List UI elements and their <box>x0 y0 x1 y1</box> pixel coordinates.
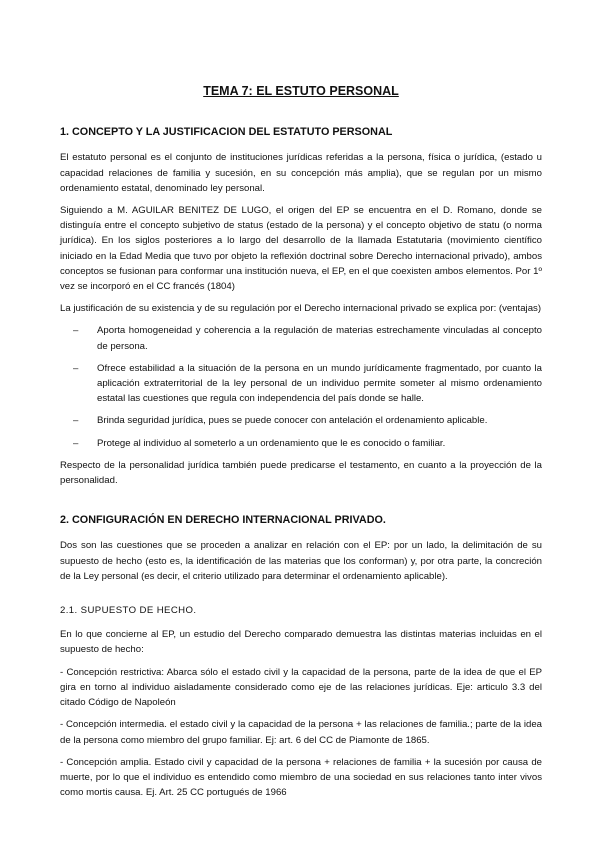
section-1-paragraph-4: Respecto de la personalidad jurídica también puede predicarse el testamento, en cuanto a la proyección de la personalidad. <box>60 459 542 487</box>
dash-bullet: – <box>73 325 79 337</box>
section-2-paragraph-4: - Concepción intermedia. el estado civil y la capacidad de la persona + las relaciones de familia.; parte de la idea de la persona como miembro del grupo familiar. Ej: art. 6 del CC de Piamonte de 1865. <box>60 719 542 746</box>
section-1-paragraph-1: El estatuto personal es el conjunto de instituciones jurídicas referidas a la persona, física o jurídica, (estado u capacidad relaciones de familia y sucesión, en su concepción más amplia), que se regulan por un mismo ordenamiento estatal, denominado ley personal. <box>60 152 542 194</box>
list-item-text: Ofrece estabilidad a la situación de la persona en un mundo jurídicamente fragmentado, por cuanto la aplicación extraterritorial de la ley personal de un individuo permite someter al mismo ordenamiento estatal las cuestiones que regula con independencia del país donde se halle. <box>97 362 542 405</box>
section-2-1-heading: 2.1. SUPUESTO DE HECHO. <box>60 605 197 617</box>
document-title: TEMA 7: EL ESTUTO PERSONAL <box>203 84 399 98</box>
section-2-paragraph-5: - Concepción amplia. Estado civil y capacidad de la persona + relaciones de familia + la sucesión por causa de muerte, por lo que el individuo es entendido como miembro de una sociedad en sus relaciones tanto inter vivos como mortis causa. Ej. Art. 25 CC portugués de 1966 <box>60 756 542 799</box>
list-item-text: Protege al individuo al someterlo a un ordenamiento que le es conocido o familiar. <box>97 437 446 449</box>
dash-bullet: – <box>73 415 79 427</box>
list-item <box>60 323 542 353</box>
dash-bullet: – <box>73 362 79 374</box>
section-2-paragraph-2: En lo que concierne al EP, un estudio del Derecho comparado demuestra las distintas materias incluidas en el supuesto de hecho: <box>60 629 542 656</box>
list-item-text: Aporta homogeneidad y coherencia a la regulación de materias estrechamente vinculadas al concepto de persona. <box>97 325 542 352</box>
list-item-text: Brinda seguridad jurídica, pues se puede conocer con antelación el ordenamiento aplicable. <box>97 415 488 427</box>
section-2-paragraph-1: Dos son las cuestiones que se proceden a analizar en relación con el EP: por un lado, la delimitación de su supuesto de hecho (esto es, la identificación de las materias que los conforman) y, por otra parte, la concreción de la Ley personal (es decir, el criterio utilizado para determinar el ordenamiento aplicable). <box>60 540 542 582</box>
dash-bullet: – <box>73 437 79 449</box>
list-item <box>60 361 542 407</box>
list-item <box>60 413 542 428</box>
advantages-list <box>60 323 542 450</box>
list-item <box>60 436 542 451</box>
section-2-paragraph-3: - Concepción restrictiva: Abarca sólo el estado civil y la capacidad de la persona, parte de la idea de que el EP gira en torno al individuo aisladamente considerado como eje de las relaciones jurídicas. Eje: articulo 3.3 del citado Código de Napoleón <box>60 666 542 709</box>
section-1-heading: 1. CONCEPTO Y LA JUSTIFICACION DEL ESTATUTO PERSONAL <box>60 126 393 139</box>
section-1-paragraph-3: La justificación de su existencia y de su regulación por el Derecho internacional privado se explica por: (ventajas) <box>60 303 542 315</box>
section-1-paragraph-2: Siguiendo a M. AGUILAR BENITEZ DE LUGO, el origen del EP se encuentra en el D. Romano, donde se distinguía entre el concepto subjetivo de status (estado de la persona) y el concepto objetivo de statu (o norma jurídica). En los siglos posteriores a lo largo del desarrollo de la llamada Estatutaria (movimiento científico iniciado en la Edad Media que tuvo por objeto la reflexión doctrinal sobre Derecho internacional privado), ambos conceptos se fusionan para conformar una institución nueva, el EP, en el que coexisten ambos elementos. Por 1º vez se incorporó en el CC francés (1804) <box>60 205 542 293</box>
section-2-heading: 2. CONFIGURACIÓN EN DERECHO INTERNACIONAL PRIVADO. <box>60 514 386 527</box>
